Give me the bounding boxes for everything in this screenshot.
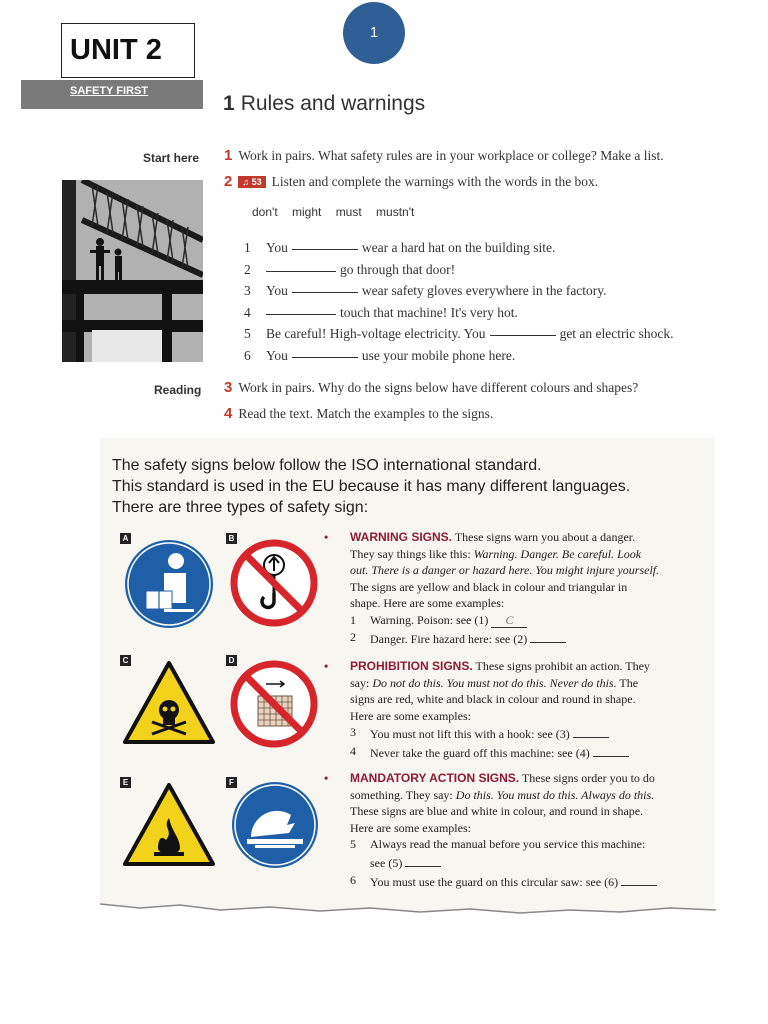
- do-not-remove-guard-sign-icon: [230, 660, 318, 748]
- task-1: [224, 147, 664, 164]
- bullet-icon: •: [324, 530, 329, 544]
- word-box: [252, 205, 425, 219]
- safety-first-banner[interactable]: SAFETY FIRST: [21, 80, 203, 109]
- sentence-number: 2: [244, 262, 251, 277]
- intro-line: There are three types of safety sign:: [112, 499, 369, 516]
- paragraph-text: These signs warn you about a danger.: [454, 530, 636, 544]
- example-item: [350, 836, 692, 871]
- page-number-badge: 1: [343, 2, 405, 64]
- sentence-prefix: You: [266, 240, 288, 255]
- task-number: 1: [224, 147, 233, 164]
- warning-signs-description: [324, 529, 692, 647]
- mandatory-signs-description: [324, 770, 692, 890]
- answer-field[interactable]: [530, 629, 566, 643]
- sign-letter-f: F: [226, 777, 237, 788]
- paragraph-text: These signs order you to do: [521, 771, 655, 785]
- read-manual-sign-icon: [124, 539, 214, 629]
- audio-track-badge[interactable]: [238, 176, 265, 188]
- bullet-icon: •: [324, 771, 329, 785]
- sentence-suffix: touch that machine! It's very hot.: [340, 305, 518, 320]
- example-item: [350, 724, 692, 743]
- sentence-suffix: use your mobile phone here.: [361, 348, 516, 363]
- prohibition-signs-description: [324, 658, 692, 762]
- sentence-4: [244, 305, 518, 321]
- sentence-prefix: You: [266, 348, 288, 363]
- audio-track-number: 53: [251, 177, 262, 187]
- reading-label: Reading: [154, 383, 202, 397]
- sentence-2: [244, 262, 455, 278]
- task-3: [224, 379, 638, 396]
- intro-line: The safety signs below follow the ISO international standard.: [112, 457, 542, 474]
- section-title: [223, 92, 425, 116]
- unit-title: UNIT 2: [61, 23, 195, 78]
- example-number: 5: [350, 837, 356, 852]
- torn-paper-edge: [100, 898, 716, 918]
- answer-blank[interactable]: [292, 248, 358, 250]
- sentence-number: 1: [244, 240, 251, 255]
- sign-letter-d: D: [226, 655, 237, 666]
- word-option: don't: [252, 205, 278, 219]
- word-option: might: [292, 205, 322, 219]
- example-number: 6: [350, 872, 356, 887]
- bullet-icon: •: [324, 659, 329, 673]
- example-text: You must not lift this with a hook: see (3): [370, 727, 570, 742]
- paragraph-text: say:: [350, 675, 370, 690]
- example-item: [350, 629, 692, 648]
- example-item: [350, 872, 692, 891]
- sentence-number: 5: [244, 326, 251, 341]
- sign-letter-e: E: [120, 777, 131, 788]
- reading-intro: [112, 455, 630, 518]
- sentence-suffix: go through that door!: [340, 262, 456, 277]
- mandatory-signs-heading: MANDATORY ACTION SIGNS.: [350, 771, 520, 785]
- warning-signs-heading: WARNING SIGNS.: [350, 530, 453, 544]
- answer-blank[interactable]: [490, 334, 556, 336]
- intro-line: This standard is used in the EU because it has many different languages.: [112, 478, 631, 495]
- word-option: must: [335, 205, 362, 219]
- example-number: 2: [350, 629, 356, 644]
- sentence-prefix: You: [266, 283, 288, 298]
- example-number: 1: [350, 612, 356, 627]
- start-here-label: Start here: [143, 151, 200, 165]
- sentence-3: [244, 283, 607, 299]
- paragraph-text: something. They say:: [350, 787, 453, 802]
- paragraph-text: Here are some examples:: [350, 708, 471, 723]
- play-icon: ♫: [242, 177, 250, 187]
- answer-field[interactable]: [405, 853, 441, 867]
- task-text: Listen and complete the warnings with the words in the box.: [271, 174, 599, 189]
- answer-blank[interactable]: [266, 270, 336, 272]
- sentence-1: [244, 240, 555, 256]
- answer-field[interactable]: [621, 872, 657, 886]
- example-item: [350, 612, 692, 629]
- example-text: You must use the guard on this circular saw: see (6): [370, 874, 619, 889]
- example-text: see (5): [370, 855, 403, 870]
- task-text: Work in pairs. Why do the signs below have different colours and shapes?: [238, 380, 639, 395]
- task-text: Work in pairs. What safety rules are in your workplace or college? Make a list.: [238, 148, 664, 163]
- paragraph-text: They say things like this:: [350, 546, 471, 561]
- sentence-number: 6: [244, 348, 251, 363]
- sentence-number: 3: [244, 283, 251, 298]
- example-item: [350, 743, 692, 762]
- sentence-prefix: Be careful! High-voltage electricity. You: [266, 326, 486, 341]
- answer-blank[interactable]: [266, 313, 336, 315]
- example-number: 4: [350, 743, 356, 758]
- example-text: Never take the guard off this machine: see (4): [370, 745, 590, 760]
- paragraph-italic: Warning. Danger. Be careful. Look: [473, 546, 642, 561]
- section-title-text: Rules and warnings: [240, 92, 426, 115]
- answer-blank[interactable]: [292, 356, 358, 358]
- sentence-number: 4: [244, 305, 251, 320]
- answer-field[interactable]: [573, 724, 609, 738]
- paragraph-text: The: [619, 675, 639, 690]
- sentence-6: [244, 348, 515, 364]
- example-text: Danger. Fire hazard here: see (2): [370, 631, 528, 646]
- sentence-5: [244, 326, 674, 342]
- fire-hazard-sign-icon: [122, 782, 216, 868]
- paragraph-text: signs are red, white and black in colour and round in shape.: [350, 692, 636, 707]
- paragraph-italic: Do not do this. You must not do this. Never do this.: [372, 675, 617, 690]
- paragraph-text: The signs are yellow and black in colour and triangular in: [350, 579, 628, 594]
- word-option: mustn't: [376, 205, 415, 219]
- task-number: 3: [224, 379, 233, 396]
- example-text: Warning. Poison: see (1): [370, 612, 489, 627]
- section-number: 1: [223, 92, 235, 115]
- poison-warning-sign-icon: [122, 660, 216, 746]
- answer-field[interactable]: C: [491, 614, 527, 628]
- sign-letter-b: B: [226, 533, 237, 544]
- construction-workers-photo: [62, 180, 203, 362]
- use-guard-sign-icon: [231, 781, 319, 869]
- paragraph-text: These signs prohibit an action. They: [475, 659, 650, 673]
- task-number: 2: [224, 173, 233, 190]
- sentence-suffix: wear a hard hat on the building site.: [361, 240, 556, 255]
- paragraph-italic: Do this. You must do this. Always do this.: [455, 787, 655, 802]
- paragraph-text: Here are some examples:: [350, 820, 471, 835]
- sentence-suffix: get an electric shock.: [559, 326, 674, 341]
- answer-field[interactable]: [593, 743, 629, 757]
- paragraph-text: These signs are blue and white in colour, and round in shape.: [350, 804, 644, 819]
- answer-blank[interactable]: [292, 291, 358, 293]
- task-text: Read the text. Match the examples to the signs.: [238, 406, 494, 421]
- task-number: 4: [224, 405, 233, 422]
- sentence-suffix: wear safety gloves everywhere in the factory.: [361, 283, 607, 298]
- example-text: Always read the manual before you service this machine:: [370, 837, 646, 852]
- paragraph-italic: out. There is a danger or hazard here. You might injure yourself.: [350, 563, 660, 578]
- sign-letter-a: A: [120, 533, 131, 544]
- task-4: [224, 405, 493, 422]
- no-hook-lifting-sign-icon: [230, 539, 318, 627]
- prohibition-signs-heading: PROHIBITION SIGNS.: [350, 659, 473, 673]
- task-2: [224, 173, 598, 190]
- sign-letter-c: C: [120, 655, 131, 666]
- paragraph-text: shape. Here are some examples:: [350, 596, 505, 611]
- example-number: 3: [350, 725, 356, 740]
